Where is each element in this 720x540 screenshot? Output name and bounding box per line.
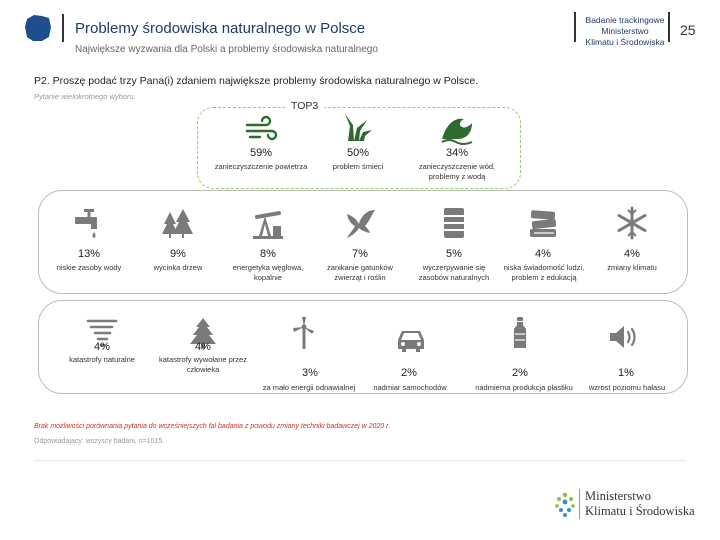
- mid-label-7: zmiany klimatu: [607, 263, 657, 272]
- ministry-emblem-icon: [554, 489, 576, 519]
- bot-pct-6: 1%: [618, 367, 634, 379]
- bot-pct-4: 2%: [401, 367, 417, 379]
- base-note: Odpowiadający: wszyscy badani, n=1015.: [34, 438, 165, 445]
- org-line-1: Badanie trackingowe: [585, 15, 665, 25]
- wind-icon: [244, 113, 278, 147]
- question-note: Pytanie wielokrotnego wyboru.: [34, 92, 136, 101]
- mid-label-4: zanikanie gatunków zwierząt i roślin: [327, 263, 393, 282]
- question-text: P2. Proszę podać trzy Pana(i) zdaniem największe problemy środowiska naturalnego w Polsce.: [34, 75, 479, 87]
- mid-label-5: wyczerpywanie się zasobów naturalnych: [418, 263, 490, 282]
- books-icon: [526, 206, 560, 240]
- grass-icon: [341, 110, 375, 144]
- wind-turbine-icon: [287, 316, 321, 350]
- footer-divider: [34, 460, 686, 461]
- bottle-icon: [503, 316, 537, 350]
- org-line-3: Klimatu i Środowiska: [585, 37, 665, 47]
- page-number: 25: [680, 22, 696, 38]
- mid-pct-1: 13%: [77, 248, 101, 260]
- wave-icon: [440, 111, 474, 145]
- mid-label-2: wycinka drzew: [153, 263, 203, 272]
- footnote: Brak możliwości porównania pytania do wcześniejszych fal badania z powodu zmiany techniki badawczej w 2020 r.: [34, 423, 391, 430]
- brand-line-2: Klimatu i Środowiska: [585, 504, 695, 518]
- top3-pct-3: 34%: [445, 147, 469, 159]
- bot-pct-1: 4%: [94, 341, 110, 353]
- org-divider-right: [668, 12, 670, 42]
- car-icon: [394, 322, 428, 356]
- top3-label-1: zanieczyszczenie powietrza: [214, 162, 308, 171]
- top3-label-2: problem śmieci: [332, 162, 384, 171]
- org-name: [560, 15, 690, 48]
- bot-label-6: wzrost poziomu hałasu: [588, 383, 666, 392]
- mid-label-6: niska świadomość ludzi, problem z edukacją: [503, 263, 585, 282]
- bot-label-5: nadmierna produkcja plastiku: [475, 383, 573, 392]
- bottom-box: [38, 300, 688, 394]
- bot-label-1: katastrofy naturalne: [69, 355, 135, 364]
- barrel-icon: [437, 206, 471, 240]
- mid-label-3: energetyka węglowa, kopalnie: [232, 263, 304, 282]
- bot-pct-3: 3%: [302, 367, 318, 379]
- bot-pct-5: 2%: [512, 367, 528, 379]
- speaker-icon: [607, 320, 641, 354]
- top3-label: TOP3: [285, 100, 324, 112]
- brand-divider: [579, 489, 580, 519]
- oil-pump-icon: [251, 206, 285, 240]
- header-divider: [62, 14, 64, 42]
- page-subtitle: Największe wyzwania dla Polski a problemy środowiska naturalnego: [75, 44, 378, 55]
- bot-label-4: nadmiar samochodów: [373, 383, 447, 392]
- bot-label-3: za mało energii odnawialnej: [262, 383, 356, 392]
- mid-pct-7: 4%: [624, 248, 640, 260]
- org-line-2: Ministerstwo: [601, 26, 649, 36]
- mid-pct-3: 8%: [260, 248, 276, 260]
- mid-label-1: niskie zasoby wody: [56, 263, 122, 272]
- faucet-icon: [72, 206, 106, 240]
- trees-icon: [161, 206, 195, 240]
- top3-pct-1: 59%: [249, 147, 273, 159]
- mid-pct-2: 9%: [170, 248, 186, 260]
- mid-pct-4: 7%: [352, 248, 368, 260]
- top3-label-3: zanieczyszczenie wód, problemy z wodą: [418, 162, 496, 181]
- brand-name: [585, 489, 695, 519]
- mid-pct-6: 4%: [535, 248, 551, 260]
- mid-pct-5: 5%: [446, 248, 462, 260]
- bird-icon: [343, 206, 377, 240]
- bot-label-2: katastrofy wywołane przez człowieka: [159, 355, 247, 374]
- page-title: Problemy środowiska naturalnego w Polsce: [75, 20, 366, 37]
- snowflake-icon: [615, 206, 649, 240]
- brand-line-1: Ministerstwo: [585, 489, 651, 503]
- poland-map-logo: [24, 13, 52, 43]
- bot-pct-2: 4%: [195, 341, 211, 353]
- top3-pct-2: 50%: [346, 147, 370, 159]
